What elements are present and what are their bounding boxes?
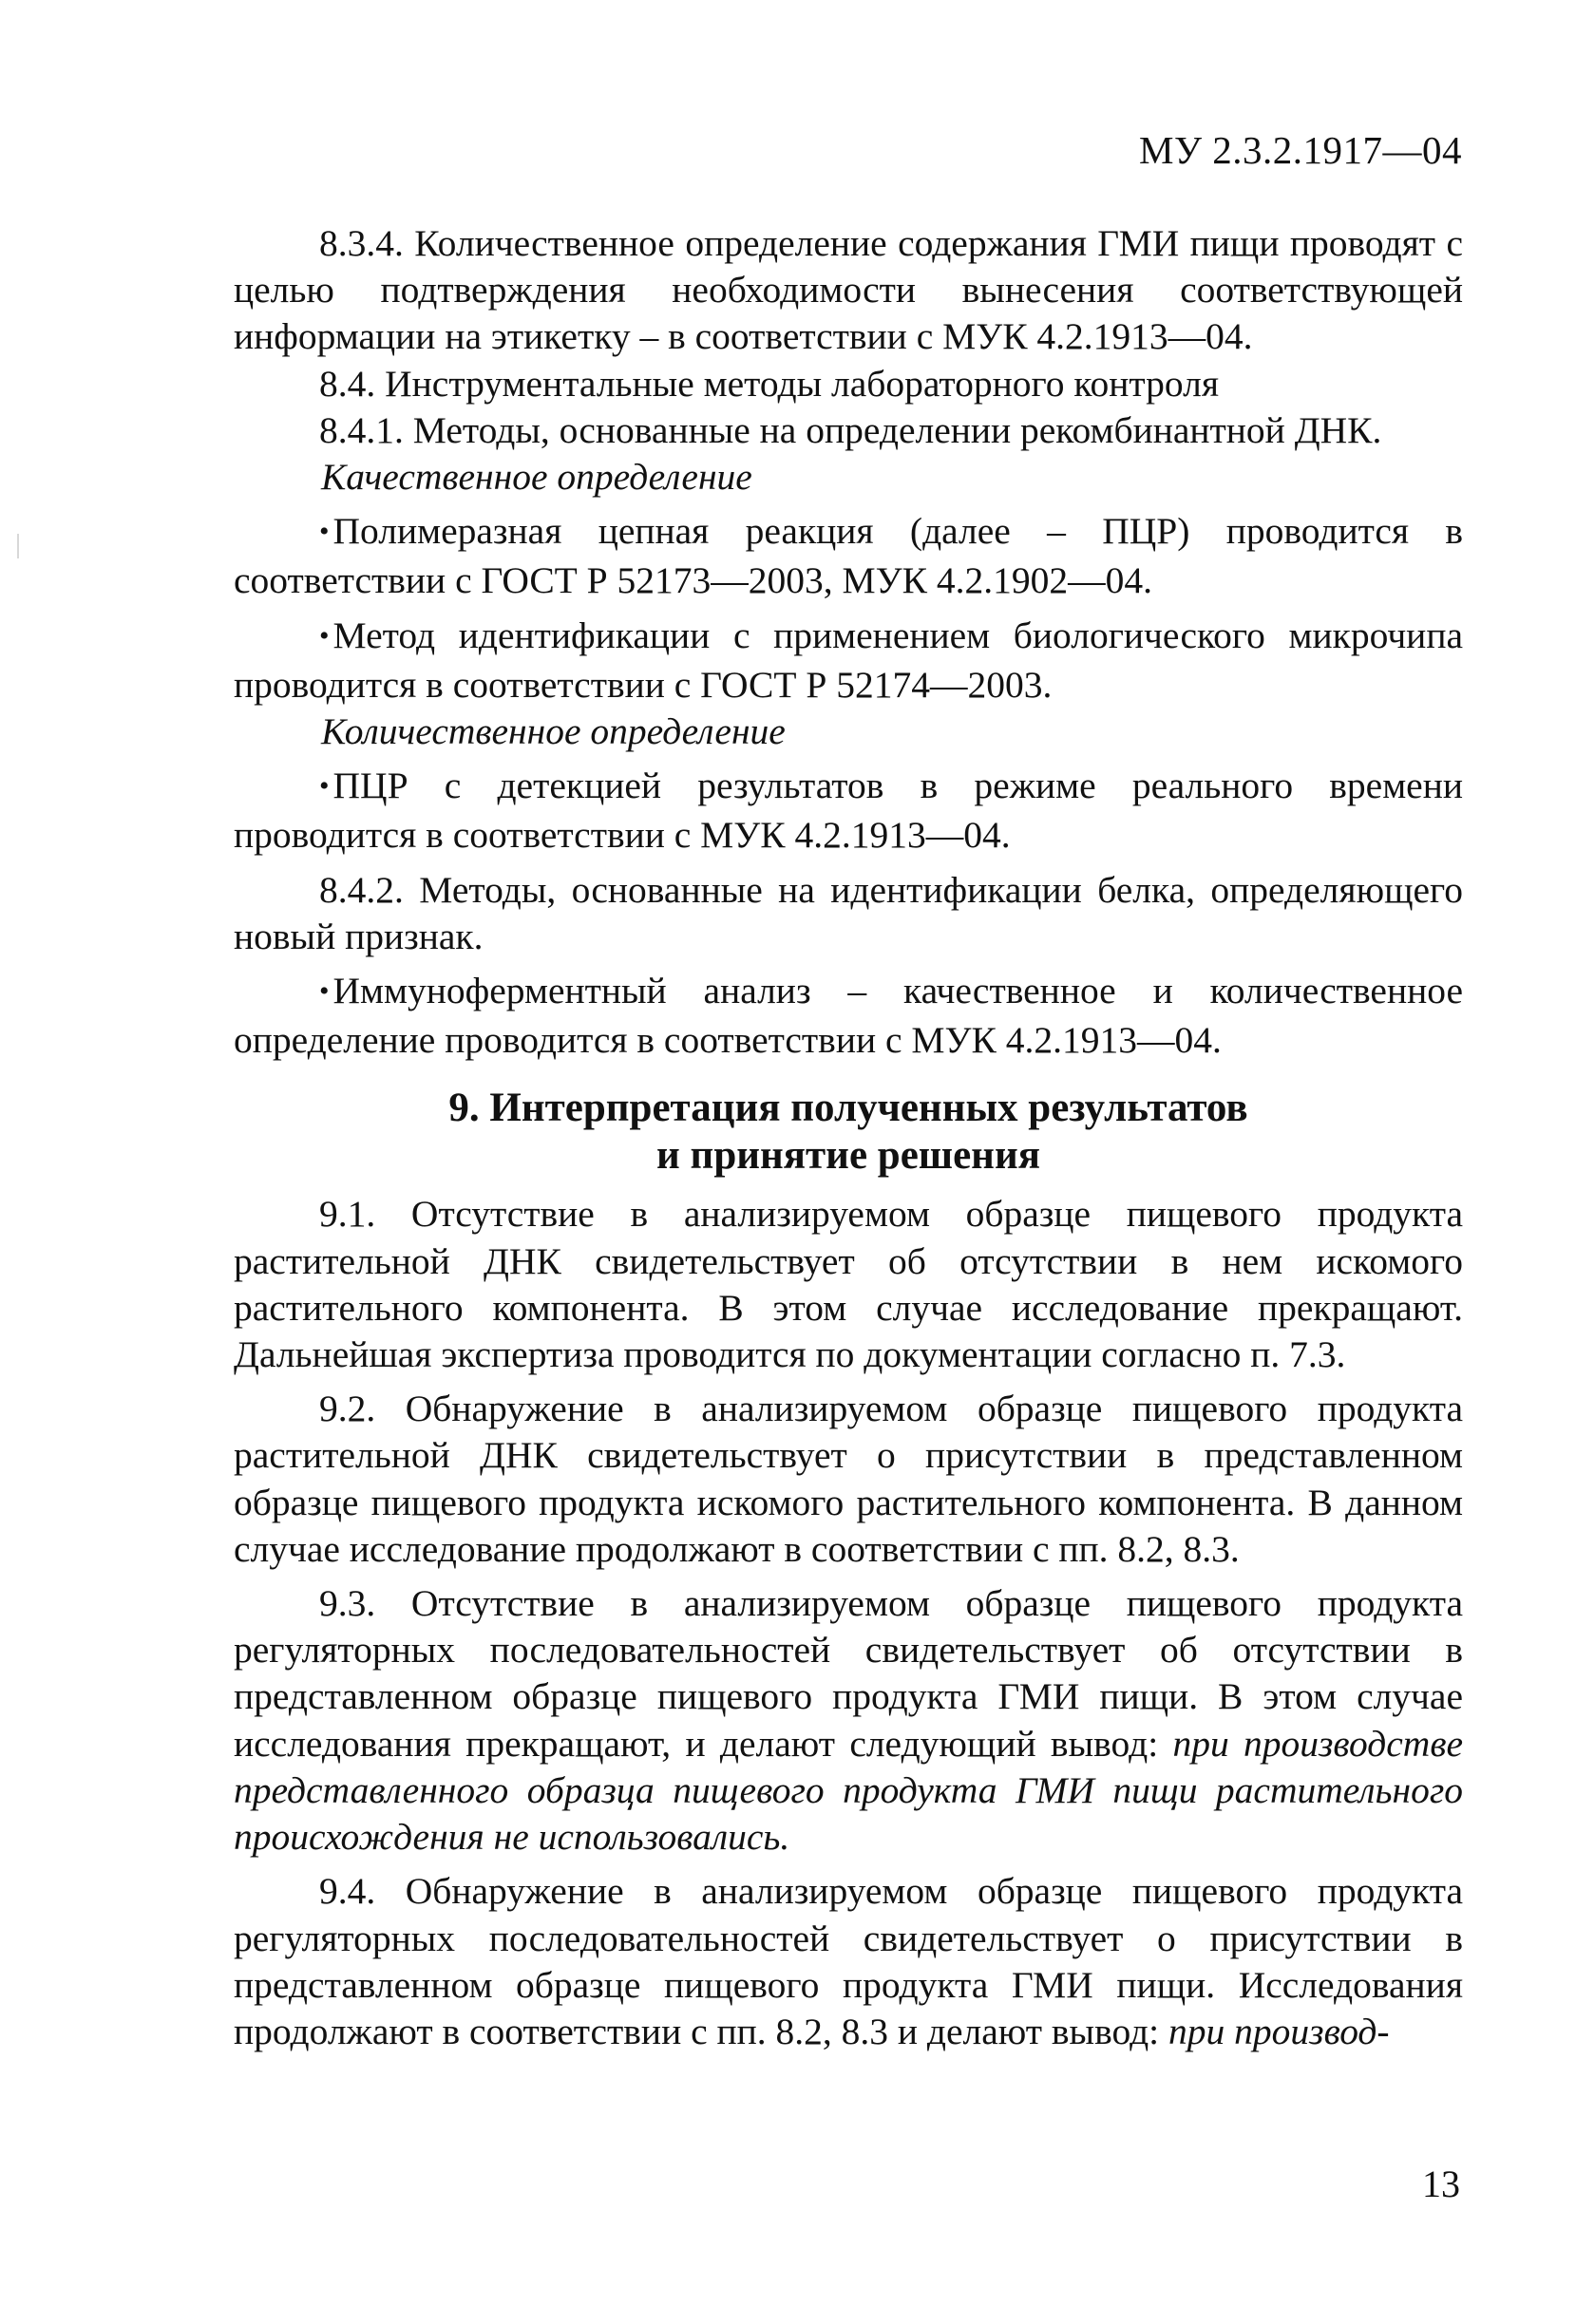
bullet-text: Иммуноферментный анализ – качественное и количественное определение проводится в соответствии с МУК 4.2.1913—04.	[234, 970, 1463, 1062]
paragraph-8-4-1: 8.4.1. Методы, основанные на определении рекомбинантной ДНК.	[319, 408, 1382, 451]
scan-artifact	[17, 534, 19, 558]
bullet-item-pcr	[234, 508, 1463, 604]
conclusion-italic: при производстве представленного образца пищевого продукта ГМИ пищи растительного происхождения не использовались.	[234, 1722, 1463, 1859]
bullet-icon: •	[319, 770, 330, 803]
bullet-icon: •	[319, 516, 330, 548]
bullet-text: Полимеразная цепная реакция (далее – ПЦР) проводится в соответствии с ГОСТ Р 52173—2003, МУК 4.2.1902—04.	[234, 510, 1463, 602]
bullet-icon: •	[319, 975, 330, 1008]
page-number: 13	[1422, 2163, 1460, 2205]
conclusion-italic: при производ-	[1168, 2010, 1390, 2052]
page-body	[234, 220, 1463, 2055]
paragraph-9-4	[234, 1868, 1463, 2055]
paragraph-8-4: 8.4. Инструментальные методы лабораторного контроля	[319, 362, 1220, 405]
paragraph-text: 9.4. Обнаружение в анализируемом образце пищевого продукта регуляторных последовательностей свидетельствует о присутствии в представленном образце пищевого продукта ГМИ пищи. Исследования продолжают в соответствии с пп. 8.2, 8.3 и делают вывод:	[234, 1870, 1463, 2052]
quantitative-subheading: Количественное определение	[321, 710, 786, 753]
paragraph-9-2: 9.2. Обнаружение в анализируемом образце пищевого продукта растительной ДНК свидетельствует о присутствии в представленном образце пищевого продукта искомого растительного компонента. В данном случае исследование продолжают в соответствии с пп. 8.2, 8.3.	[234, 1388, 1463, 1570]
section-9-heading	[234, 1085, 1463, 1180]
paragraph-text: 9.3. Отсутствие в анализируемом образце пищевого продукта регуляторных последовательностей свидетельствует об отсутствии в представленном образце пищевого продукта ГМИ пищи. В этом случае исследования прекращают, и делают следующий вывод:	[234, 1582, 1463, 1765]
document-code: МУ 2.3.2.1917—04	[1139, 128, 1462, 172]
qualitative-subheading: Качественное определение	[321, 456, 752, 499]
paragraph-8-3-4: 8.3.4. Количественное определение содержания ГМИ пищи проводят с целью подтверждения необходимости вынесения соответствующей информации на этикетку – в соответствии с МУК 4.2.1913—04.	[234, 222, 1463, 358]
bullet-icon: •	[319, 619, 330, 652]
paragraph-9-3	[234, 1580, 1463, 1861]
bullet-item-microchip	[234, 613, 1463, 709]
bullet-text: ПЦР с детекцией результатов в режиме реального времени проводится в соответствии с МУК 4.2.1913—04.	[234, 765, 1463, 857]
paragraph-8-4-2: 8.4.2. Методы, основанные на идентификации белка, определяющего новый признак.	[234, 868, 1463, 957]
heading-line-1: 9. Интерпретация полученных результатов	[448, 1086, 1248, 1131]
heading-line-2: и принятие решения	[656, 1133, 1040, 1179]
paragraph-9-1: 9.1. Отсутствие в анализируемом образце пищевого продукта растительной ДНК свидетельствует об отсутствии в нем искомого растительного компонента. В этом случае исследование прекращают. Дальнейшая экспертиза проводится по документации согласно п. 7.3.	[234, 1193, 1463, 1376]
bullet-text: Метод идентификации с применением биологического микрочипа проводится в соответствии с ГОСТ Р 52174—2003.	[234, 614, 1463, 706]
bullet-item-realtime-pcr	[234, 763, 1463, 859]
bullet-item-elisa	[234, 968, 1463, 1064]
